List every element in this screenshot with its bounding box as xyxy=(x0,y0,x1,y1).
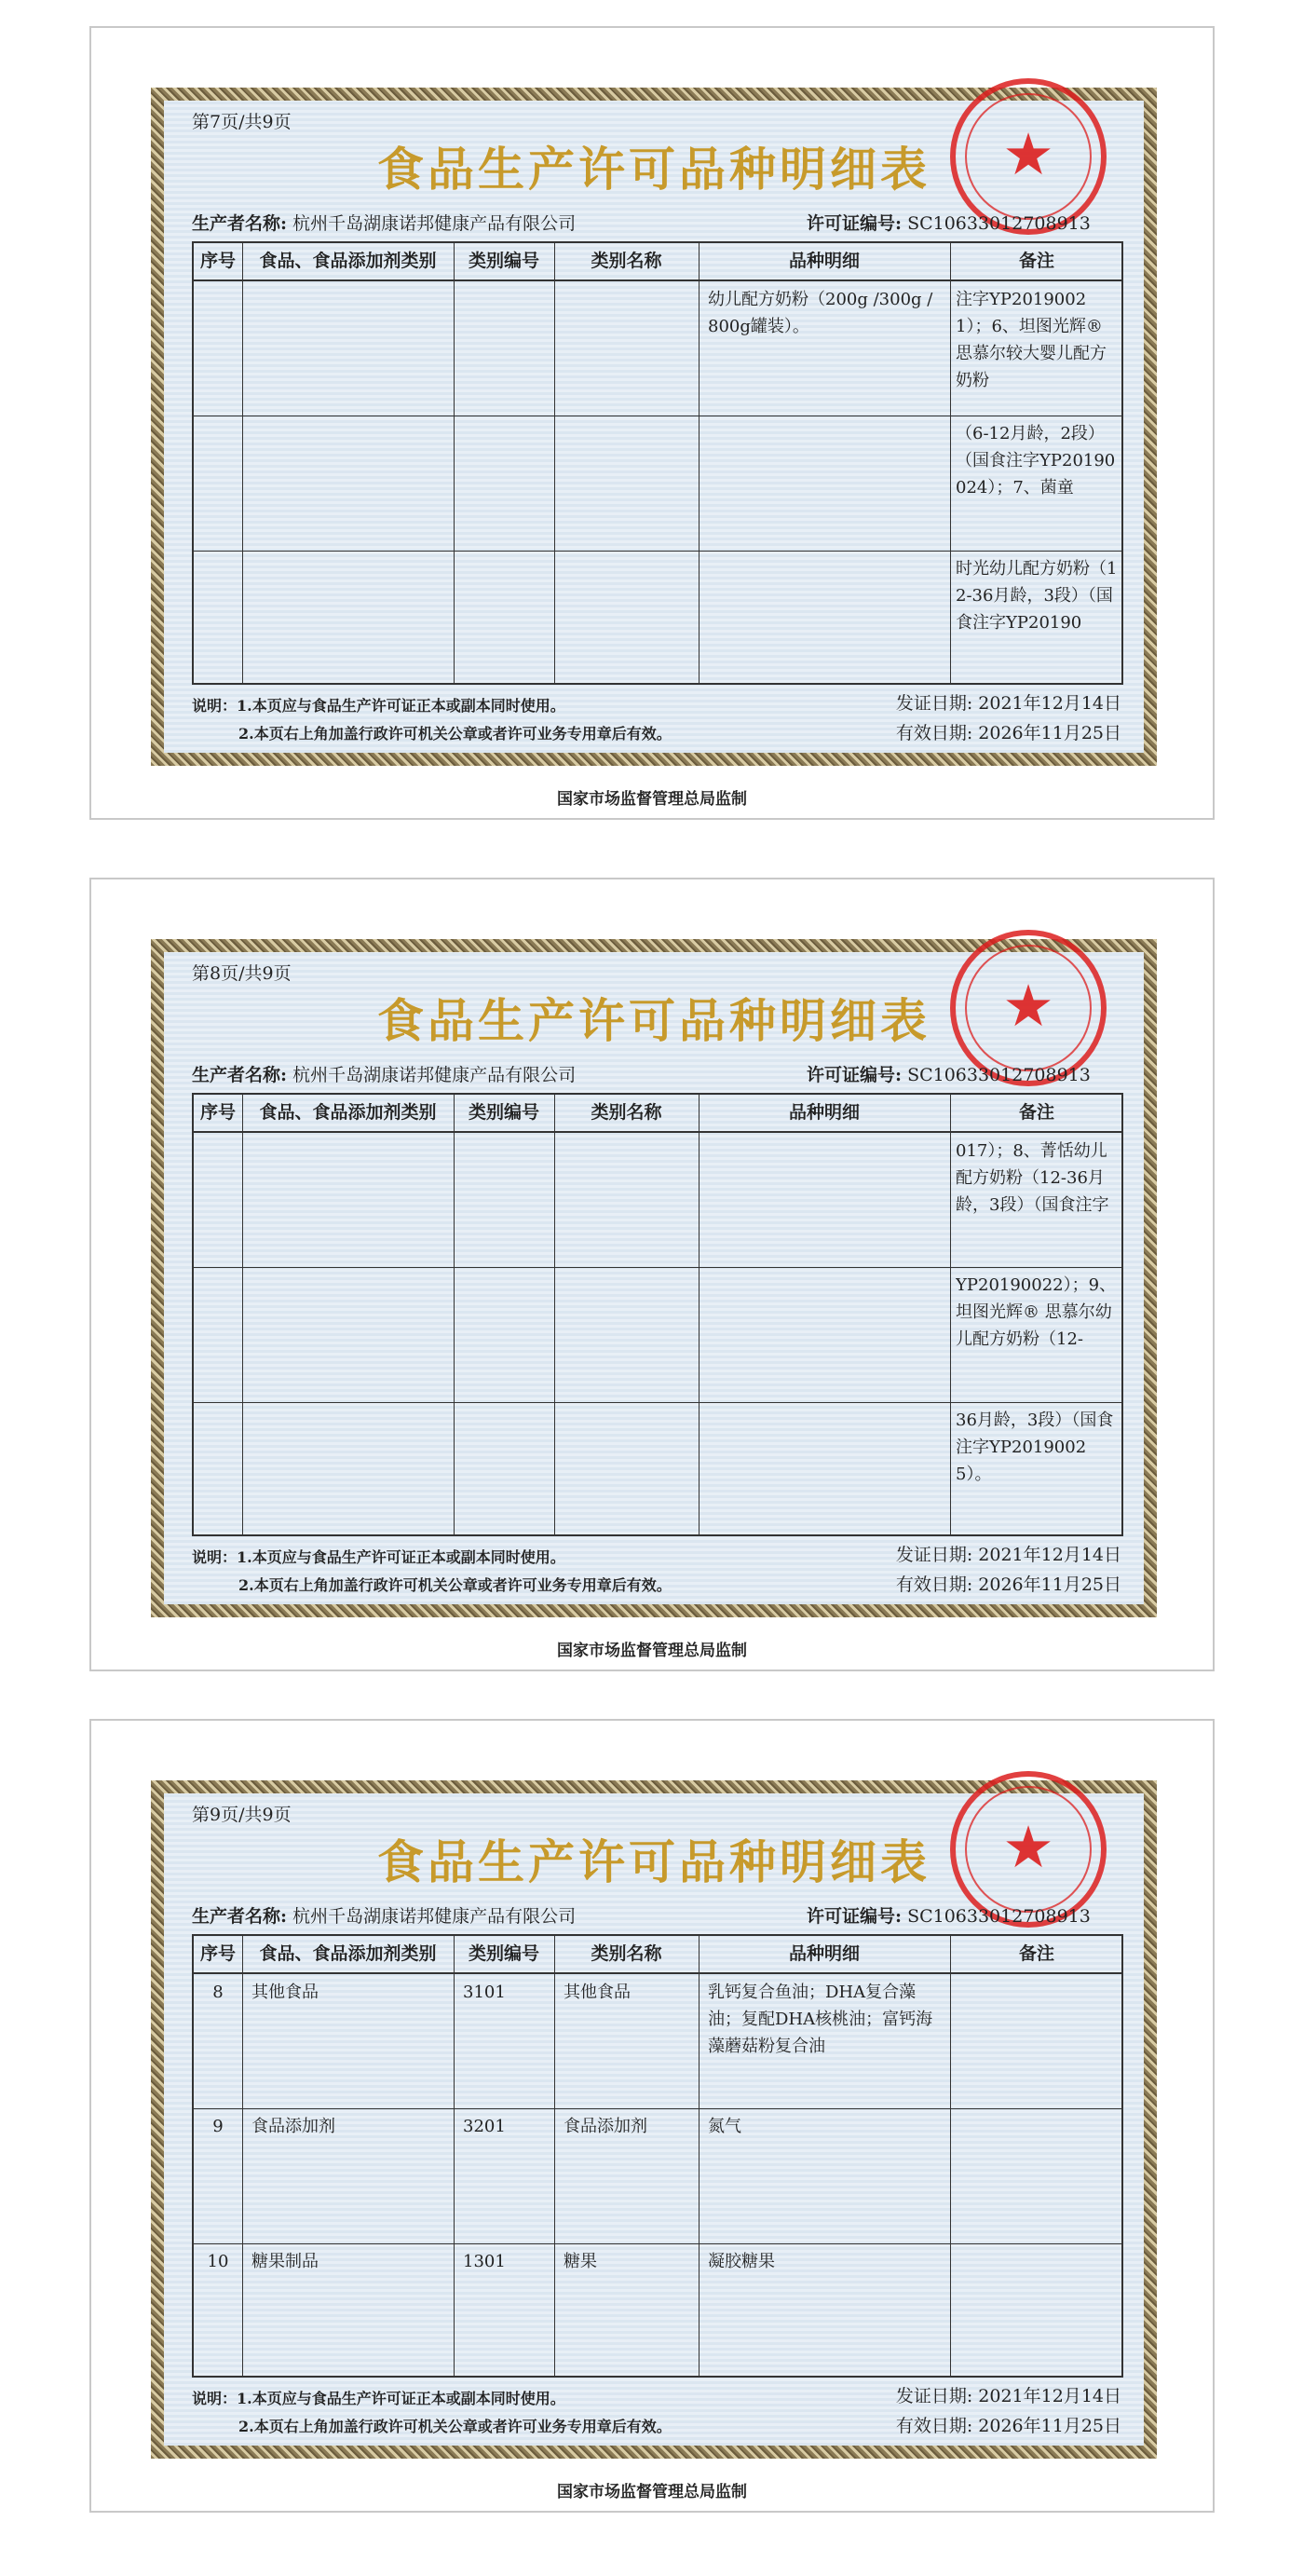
cell-code: 1301 xyxy=(463,2252,506,2271)
cell-name: 糖果 xyxy=(564,2252,597,2271)
cell-code xyxy=(463,1272,549,1400)
cell-detail: 幼儿配方奶粉（200g /300g /800g罐装）。 xyxy=(708,290,933,336)
certificate-body xyxy=(164,101,1144,753)
cell-name: 食品添加剂 xyxy=(564,2117,647,2136)
cell-code: 3201 xyxy=(463,2117,506,2136)
cell-category: 其他食品 xyxy=(251,1983,319,2002)
valid-date: 有效日期: 2026年11月25日 xyxy=(895,1574,1121,1595)
header-detail: 品种明细 xyxy=(699,1095,950,1133)
producer-value: 杭州千岛湖康诺邦健康产品有限公司 xyxy=(292,1065,577,1085)
footer-issuer: 国家市场监督管理总局监制 xyxy=(557,790,747,809)
cell-seq xyxy=(197,1407,238,1535)
notes xyxy=(192,1544,672,1600)
certificate-border xyxy=(151,939,1157,1617)
cell-seq xyxy=(197,286,238,415)
document-title: 食品生产许可品种明细表 xyxy=(377,1834,930,1889)
detail-table xyxy=(192,1093,1123,1536)
issue-date: 发证日期: 2021年12月14日 xyxy=(895,1545,1121,1565)
cell-seq: 8 xyxy=(212,1983,224,2002)
footer-issuer: 国家市场监督管理总局监制 xyxy=(557,1642,747,1660)
cell-code: 3101 xyxy=(463,1983,506,2002)
header-seq: 序号 xyxy=(194,1095,242,1133)
producer-label: 生产者名称: xyxy=(192,1906,288,1927)
cell-remark xyxy=(956,1979,1120,2107)
license-line xyxy=(807,1061,1091,1086)
header-category: 食品、食品添加剂类别 xyxy=(242,1095,454,1133)
certificate-body xyxy=(164,952,1144,1604)
star-icon: ★ xyxy=(1002,972,1054,1040)
dates xyxy=(896,1540,1121,1600)
producer-line xyxy=(192,1902,576,1928)
cell-category xyxy=(251,1138,447,1266)
license-value: SC10633012708913 xyxy=(907,1906,1091,1927)
header-seq: 序号 xyxy=(194,1936,242,1974)
cell-category: 食品添加剂 xyxy=(251,2117,335,2136)
dates xyxy=(896,2381,1121,2441)
note-2: 2.本页右上角加盖行政许可机关公章或者许可业务专用章后有效。 xyxy=(238,1576,672,1594)
header-detail: 品种明细 xyxy=(699,243,950,281)
certificate-border xyxy=(151,88,1157,766)
cell-detail xyxy=(708,1407,943,1535)
cell-code xyxy=(463,286,549,415)
cell-code xyxy=(463,1138,549,1266)
note-1: 说明：1.本页应与食品生产许可证正本或副本同时使用。 xyxy=(192,2390,565,2407)
cell-detail: 凝胶糖果 xyxy=(708,2252,775,2271)
cell-remark: 017）；8、菁恬幼儿配方奶粉（12-36月龄，3段）（国食注字 xyxy=(956,1141,1109,1215)
license-label: 许可证编号: xyxy=(807,213,903,234)
cell-category xyxy=(251,1407,447,1535)
cell-detail xyxy=(708,555,943,684)
cell-detail: 乳钙复合鱼油；DHA复合藻油；复配DHA核桃油；富钙海藻蘑菇粉复合油 xyxy=(708,1983,933,2056)
header-name: 类别名称 xyxy=(554,243,699,281)
detail-table xyxy=(192,1934,1123,2378)
header-name: 类别名称 xyxy=(554,1095,699,1133)
cell-remark xyxy=(956,2248,1120,2377)
certificate-page xyxy=(89,1719,1215,2513)
cell-name xyxy=(564,1138,694,1266)
cell-code xyxy=(463,1407,549,1535)
license-value: SC10633012708913 xyxy=(907,1065,1091,1085)
certificate-page xyxy=(89,878,1215,1671)
footer-issuer: 国家市场监督管理总局监制 xyxy=(557,2483,747,2501)
header-remark: 备注 xyxy=(950,1936,1123,1974)
license-line xyxy=(807,1902,1091,1928)
license-line xyxy=(807,210,1091,235)
header-detail: 品种明细 xyxy=(699,1936,950,1974)
cell-seq: 9 xyxy=(212,2117,224,2136)
cell-category xyxy=(251,286,447,415)
cell-detail xyxy=(708,420,943,549)
cell-remark: （6-12月龄，2段）（国食注字YP20190024）；7、菌童 xyxy=(956,424,1116,497)
cell-remark: 注字YP20190021）；6、坦图光辉® 思慕尔较大婴儿配方奶粉 xyxy=(956,290,1107,390)
document-title: 食品生产许可品种明细表 xyxy=(377,993,930,1048)
producer-value: 杭州千岛湖康诺邦健康产品有限公司 xyxy=(292,1906,577,1927)
cell-code xyxy=(463,555,549,684)
header-name: 类别名称 xyxy=(554,1936,699,1974)
note-2: 2.本页右上角加盖行政许可机关公章或者许可业务专用章后有效。 xyxy=(238,725,672,743)
cell-name xyxy=(564,555,694,684)
certificate-page xyxy=(89,26,1215,820)
notes xyxy=(192,692,672,748)
header-category: 食品、食品添加剂类别 xyxy=(242,1936,454,1974)
cell-category: 糖果制品 xyxy=(251,2252,319,2271)
header-seq: 序号 xyxy=(194,243,242,281)
header-code: 类别编号 xyxy=(454,1095,554,1133)
cell-remark xyxy=(956,2113,1120,2242)
header-category: 食品、食品添加剂类别 xyxy=(242,243,454,281)
cell-remark: 时光幼儿配方奶粉（12-36月龄，3段）（国食注字YP20190 xyxy=(956,559,1118,633)
cell-name xyxy=(564,1407,694,1535)
cell-category xyxy=(251,1272,447,1400)
license-value: SC10633012708913 xyxy=(907,213,1091,234)
issue-date: 发证日期: 2021年12月14日 xyxy=(895,2386,1121,2406)
producer-value: 杭州千岛湖康诺邦健康产品有限公司 xyxy=(292,213,577,234)
producer-label: 生产者名称: xyxy=(192,213,288,234)
cell-seq: 10 xyxy=(207,2252,229,2271)
producer-line xyxy=(192,1061,576,1086)
dates xyxy=(896,688,1121,748)
cell-category xyxy=(251,555,447,684)
producer-label: 生产者名称: xyxy=(192,1065,288,1085)
note-1: 说明：1.本页应与食品生产许可证正本或副本同时使用。 xyxy=(192,697,565,715)
cell-remark: YP20190022）；9、坦图光辉® 思慕尔幼儿配方奶粉（12- xyxy=(956,1275,1117,1349)
certificate-body xyxy=(164,1793,1144,2446)
cell-category xyxy=(251,420,447,549)
cell-name xyxy=(564,286,694,415)
header-remark: 备注 xyxy=(950,243,1123,281)
license-label: 许可证编号: xyxy=(807,1065,903,1085)
cell-seq xyxy=(197,555,238,684)
issue-date: 发证日期: 2021年12月14日 xyxy=(895,693,1121,714)
cell-name xyxy=(564,1272,694,1400)
star-icon: ★ xyxy=(1002,120,1054,188)
valid-date: 有效日期: 2026年11月25日 xyxy=(895,2416,1121,2436)
cell-seq xyxy=(197,1138,238,1266)
page-number: 第7页/共9页 xyxy=(192,112,292,132)
cell-detail xyxy=(708,1138,943,1266)
license-label: 许可证编号: xyxy=(807,1906,903,1927)
notes xyxy=(192,2385,672,2441)
header-remark: 备注 xyxy=(950,1095,1123,1133)
page-number: 第9页/共9页 xyxy=(192,1805,292,1825)
valid-date: 有效日期: 2026年11月25日 xyxy=(895,723,1121,743)
cell-detail: 氮气 xyxy=(708,2117,741,2136)
star-icon: ★ xyxy=(1002,1813,1054,1881)
detail-table xyxy=(192,241,1123,685)
cell-name: 其他食品 xyxy=(564,1983,631,2002)
cell-seq xyxy=(197,1272,238,1400)
certificate-border xyxy=(151,1780,1157,2459)
header-code: 类别编号 xyxy=(454,243,554,281)
note-2: 2.本页右上角加盖行政许可机关公章或者许可业务专用章后有效。 xyxy=(238,2418,672,2435)
producer-line xyxy=(192,210,576,235)
cell-code xyxy=(463,420,549,549)
cell-name xyxy=(564,420,694,549)
page-number: 第8页/共9页 xyxy=(192,963,292,984)
cell-detail xyxy=(708,1272,943,1400)
header-code: 类别编号 xyxy=(454,1936,554,1974)
document-title: 食品生产许可品种明细表 xyxy=(377,142,930,197)
cell-seq xyxy=(197,420,238,549)
cell-remark: 36月龄，3段）（国食注字YP20190025）。 xyxy=(956,1411,1114,1484)
note-1: 说明：1.本页应与食品生产许可证正本或副本同时使用。 xyxy=(192,1548,565,1566)
